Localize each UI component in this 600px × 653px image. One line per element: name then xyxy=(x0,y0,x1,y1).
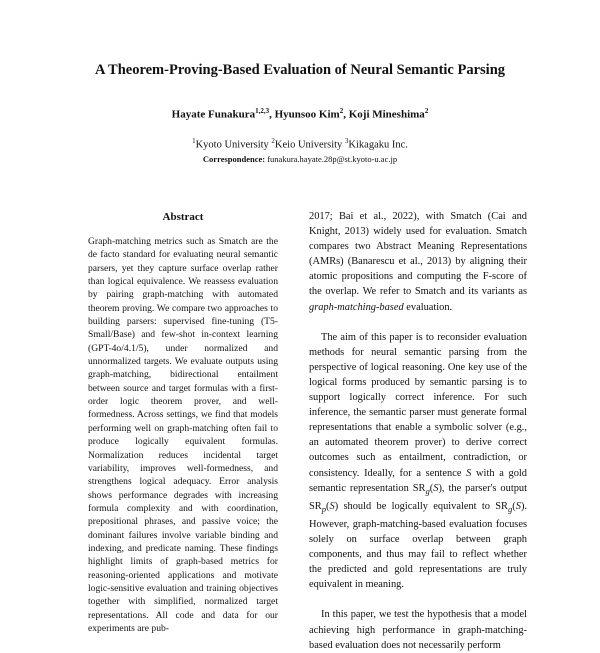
abstract-text: Graph-matching metrics such as Smatch are the de facto standard for evaluating neural semantic parsers, yet they capture surface overlap rather than logical equivalence. We reassess evaluation by pairing graph-matching with automated theorem proving. We compare two approaches to building parsers: supervised fine-tuning (T5-Small/Base) and few-shot in-context learning (GPT-4o/4.1/5), under normalized and unnormalized targets. We evaluate outputs using graph-matching, bidirectional entailment between source and target formulas with a first-order logic theorem prover, and well-formedness. Across settings, we find that models performing well on graph-matching often fail to produce logically equivalent formulas. Normalization reduces incidental target variability, improves well-formedness, and strengthens logical adequacy. Error analysis shows performance degrades with increasing formula complexity and with coordination, prepositional phrases, and passive voice; the dominant failures involve variable binding and indexing, and predicate naming. These findings highlight limits of graph-based metrics for reasoning-oriented applications and motivate logic-sensitive evaluation and training objectives together with simplified, normalized target representations. All code and data for our experiments are pub- xyxy=(88,236,278,634)
math-subscript: p xyxy=(321,503,327,514)
paragraph-text: with a gold semantic representation SR xyxy=(309,467,528,494)
math-variable: S xyxy=(329,500,335,512)
affiliation-marker: 1 xyxy=(192,137,196,145)
author-list xyxy=(0,107,600,121)
correspondence-label: Correspondence: xyxy=(202,154,266,164)
body-paragraph: In this paper, we test the hypothesis that a model achieving high performance in graph-matching-based evaluation does not necessarily perform xyxy=(309,609,527,651)
math-variable: S xyxy=(515,500,521,512)
body-column-right xyxy=(309,209,527,653)
math-subscript: g xyxy=(507,503,513,514)
paragraph-text: ( xyxy=(429,482,434,494)
math-subscript: g xyxy=(425,485,430,496)
paragraph-text: ( xyxy=(326,500,330,512)
math-variable: S xyxy=(466,467,472,479)
paper-title: A Theorem-Proving-Based Evaluation of Neural Semantic Parsing xyxy=(94,62,506,78)
paragraph-text: 2017; Bai et al., 2022), with Smatch (Cai and Knight, 2013) widely used for evaluation. Smatch compares two Abstract Meaning Representations (AMRs) (Banarescu et al., 2013) by aligning their atomic propositions and computing the F-score of the overlap. We refer to Smatch and its variants as xyxy=(309,211,527,298)
emphasized-term: graph-matching-based xyxy=(309,301,404,313)
affiliation-list xyxy=(0,137,600,151)
author-affiliation-marker: 2 xyxy=(339,107,344,115)
correspondence-line xyxy=(0,154,600,164)
author-name: Hayate Funakura xyxy=(171,108,256,121)
correspondence-email[interactable]: funakura.hayate.28p@st.kyoto-u.ac.jp xyxy=(267,154,398,164)
author-separator: , xyxy=(343,108,349,121)
author-affiliation-marker: 2 xyxy=(424,107,429,115)
abstract-heading: Abstract xyxy=(162,211,204,223)
math-variable: S xyxy=(433,482,439,494)
affiliation-name: Kikagaku Inc. xyxy=(348,139,408,151)
author-separator: , xyxy=(269,108,275,121)
affiliation-name: Keio University xyxy=(274,139,345,151)
paragraph-text: evaluation. xyxy=(403,301,453,313)
author-name: Hyunsoo Kim xyxy=(274,108,340,121)
paragraph-text: The aim of this paper is to reconsider evaluation methods for neural semantic parsing from the perspective of logical reasoning. One key use of the logical forms produced by semantic parsing is to support logically correct inference. For such inference, the semantic parser must generate formal representations that enable a symbolic solver (e.g., an automated theorem prover) to derive correct outcomes such as entailment, contradiction, or consistency. Ideally, for a sentence xyxy=(309,331,527,479)
author-affiliation-marker: 1,2,3 xyxy=(255,107,270,115)
author-name: Koji Mineshima xyxy=(348,108,425,121)
paragraph-text: ( xyxy=(512,500,516,512)
paragraph-text: ) should be logically equivalent to SR xyxy=(334,500,508,512)
body-paragraph xyxy=(309,209,527,315)
affiliation-marker: 3 xyxy=(344,137,349,145)
body-paragraph xyxy=(309,330,527,593)
affiliation-marker: 2 xyxy=(271,137,275,145)
paragraph-text: ), the parser's output SR xyxy=(309,482,527,512)
affiliation-name: Kyoto University xyxy=(195,139,272,151)
paragraph-text: ). However, graph-matching-based evaluation focuses solely on surface overlap between graph components, and thus may fail to reflect whether the predicted and gold representations are truly equivalent in meaning. xyxy=(309,500,527,591)
